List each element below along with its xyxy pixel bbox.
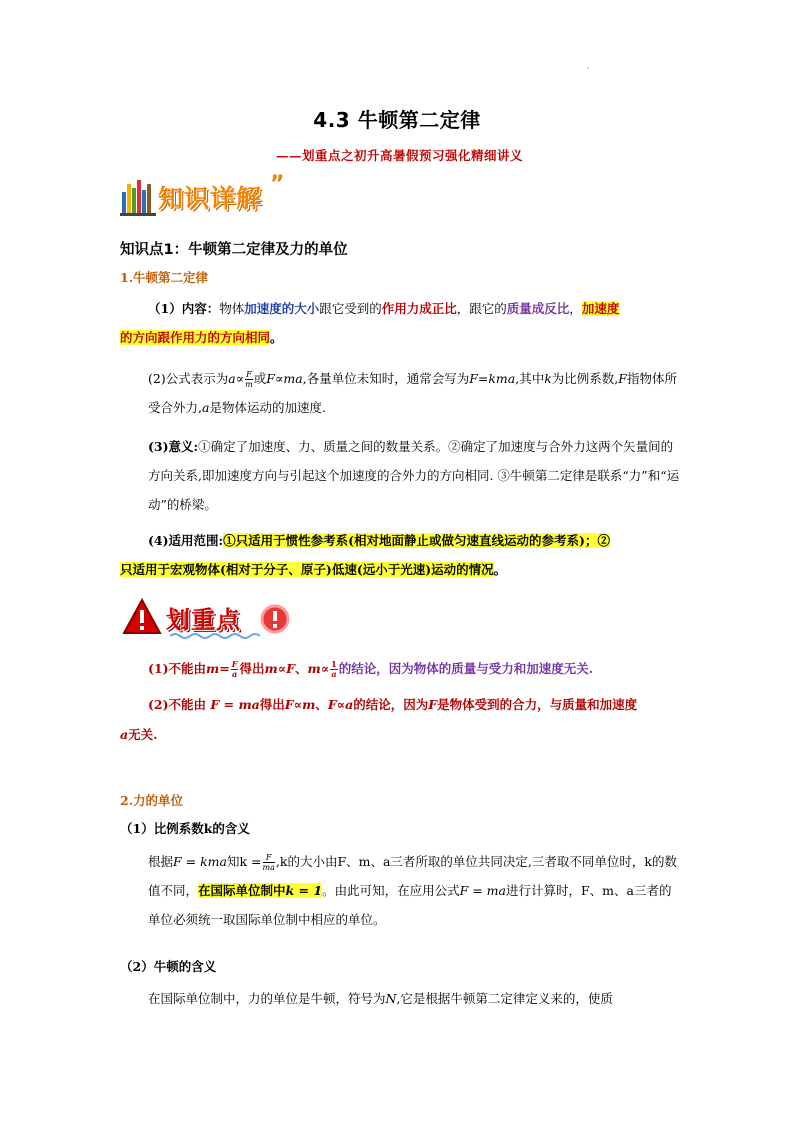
- fraction-f-over-m: [245, 370, 253, 389]
- newton-meaning-paragraph: [120, 984, 680, 1013]
- key-point-1: [120, 654, 680, 683]
- math-a: a: [120, 727, 129, 742]
- formula-paragraph: [120, 364, 680, 422]
- content-paragraph: [120, 294, 680, 352]
- knowledge-banner: [120, 172, 300, 218]
- warning-triangle-icon: [122, 598, 162, 636]
- highlight-si: 在国际单位制中: [198, 883, 286, 898]
- text: (2)不能由: [148, 697, 207, 712]
- scope-paragraph: [120, 526, 680, 584]
- text: ,它是根据牛顿第二定律定义来的，使质: [396, 991, 613, 1006]
- frac-den: a: [331, 669, 337, 679]
- section-2-sub-2: （2）牛顿的含义: [120, 959, 217, 974]
- text: ,k的大小由F、m、a三者所取的单位共同决定,三者取不同单位时，k的数值不同，: [148, 854, 677, 898]
- text: ，跟它的: [456, 301, 507, 316]
- page-subtitle: ——划重点之初升高暑假预习强化精细讲义: [276, 148, 524, 163]
- knowledge-point-heading: 知识点1：牛顿第二定律及力的单位: [120, 242, 348, 258]
- math-m: m: [206, 661, 220, 676]
- math-f-ma: F = ma: [459, 883, 506, 898]
- banner-quote: ”: [270, 172, 285, 197]
- text: 是物体受到的合力，与质量和加速度: [437, 697, 638, 712]
- key-point-2: [120, 690, 680, 719]
- text: 无关.: [128, 727, 158, 742]
- math-ma: ma: [283, 371, 303, 386]
- text: 根据: [148, 854, 174, 869]
- math-prop: ∝: [320, 661, 330, 676]
- key-points-banner-text: 划重点: [166, 606, 241, 634]
- math-m: m: [264, 661, 278, 676]
- text: 或: [253, 371, 267, 386]
- wavy-underline: [170, 632, 260, 640]
- text: 在国际单位制中，力的单位是牛顿，符号为: [148, 991, 386, 1006]
- text: 指物体所受合外力,: [148, 371, 677, 415]
- frac-num: F: [263, 853, 275, 863]
- text: 。由此可知，在应用公式: [322, 883, 460, 898]
- math-f-prop-m: F∝m: [284, 697, 316, 712]
- math-prop: ∝: [277, 661, 287, 676]
- text: 物体: [219, 301, 245, 316]
- k-meaning-paragraph: [120, 847, 680, 934]
- text: 的结论，因为物体的质量与受力和加速度无关.: [338, 661, 594, 676]
- scope-highlight-2: 只适用于宏观物体(相对于分子、原子)低速(远小于光速)运动的情况: [120, 562, 494, 577]
- math-F: F: [428, 697, 438, 712]
- frac-num: F: [246, 370, 252, 379]
- text: (2)公式表示为: [148, 371, 229, 386]
- books-icon: [120, 176, 156, 216]
- scope-label: (4)适用范围:: [148, 533, 224, 548]
- text: 得出: [239, 661, 265, 676]
- math-F: F: [266, 371, 275, 386]
- math-F: F: [286, 661, 295, 676]
- math-k: k: [544, 371, 552, 386]
- section-2-title: 2.力的单位: [120, 793, 184, 808]
- text: ,其中: [515, 371, 545, 386]
- fraction-f-over-a: [231, 660, 239, 679]
- text: 知k =: [227, 854, 262, 869]
- text: 。: [493, 562, 507, 577]
- frac-den: m: [245, 380, 253, 389]
- math-m: m: [307, 661, 321, 676]
- meaning-paragraph: [120, 432, 680, 519]
- scope-highlight-1: ①只适用于惯性参考系(相对地面静止或做匀速直线运动的参考系)；②: [223, 533, 610, 548]
- frac-num: 1: [331, 659, 337, 669]
- math-a: a: [228, 371, 236, 386]
- math-f-kma: F = kma: [173, 854, 227, 869]
- text: 是物体运动的加速度.: [209, 400, 326, 415]
- math-a: a: [201, 400, 210, 415]
- section-1-title: 1.牛顿第二定律: [120, 270, 209, 285]
- meaning-label: (3)意义:: [148, 439, 199, 454]
- text: (1)不能由: [148, 661, 207, 676]
- text: 、: [315, 697, 328, 712]
- page-title: 4.3 牛顿第二定律: [313, 108, 481, 132]
- frac-den: ma: [262, 863, 275, 872]
- content-label: （1）内容：: [148, 301, 220, 316]
- math-f-prop-a: F∝a: [327, 697, 354, 712]
- text: 进行计算时，F、m、a三者的单位必须统一取国际单位制中相应的单位。: [148, 883, 672, 927]
- math-prop: ∝: [274, 371, 284, 386]
- text: ,各量单位未知时，通常会写为: [302, 371, 470, 386]
- text: 。: [270, 330, 283, 345]
- text: 的结论，因为: [353, 697, 429, 712]
- text: 为比例系数,: [551, 371, 619, 386]
- meaning-text: ①确定了加速度、力、质量之间的数量关系。②确定了加速度与合外力这两个矢量间的方向关系,即加速度方向与引起这个加速度的合外力的方向相同. ③牛顿第二定律是联系“力”和“运动”的桥梁。: [148, 439, 680, 512]
- highlight-accel: 加速度: [581, 301, 620, 316]
- fraction-1-over-a: [330, 660, 338, 679]
- math-eq: =: [219, 661, 230, 676]
- math-f-kma: F=kma: [469, 371, 516, 386]
- key-points-banner: [122, 596, 302, 640]
- text: 、: [294, 661, 308, 676]
- text: 跟它受到的: [319, 301, 382, 316]
- highlight-k-eq-1: k = 1: [285, 883, 323, 898]
- math-f-ma: F = ma: [210, 697, 260, 712]
- exclamation-circle-icon: [260, 604, 290, 634]
- section-2-sub-1: （1）比例系数k的含义: [120, 821, 250, 836]
- math-prop: ∝: [235, 371, 245, 386]
- highlight-direction: 的方向跟作用力的方向相同: [120, 330, 271, 345]
- frac-den: a: [232, 669, 238, 679]
- text: 得出: [259, 697, 285, 712]
- accel-magnitude: 加速度的大小: [244, 301, 320, 316]
- math-N: N: [385, 991, 397, 1006]
- key-point-2-cont: [120, 720, 680, 749]
- header-dot: ·: [587, 64, 590, 73]
- force-proportional: 作用力成正比: [381, 301, 457, 316]
- math-F: F: [618, 371, 627, 386]
- fraction-f-over-ma: [263, 853, 275, 872]
- knowledge-banner-text: 知识详解: [158, 184, 263, 213]
- text: ，: [569, 301, 582, 316]
- frac-num: F: [231, 659, 238, 669]
- mass-inverse: 质量成反比: [506, 301, 570, 316]
